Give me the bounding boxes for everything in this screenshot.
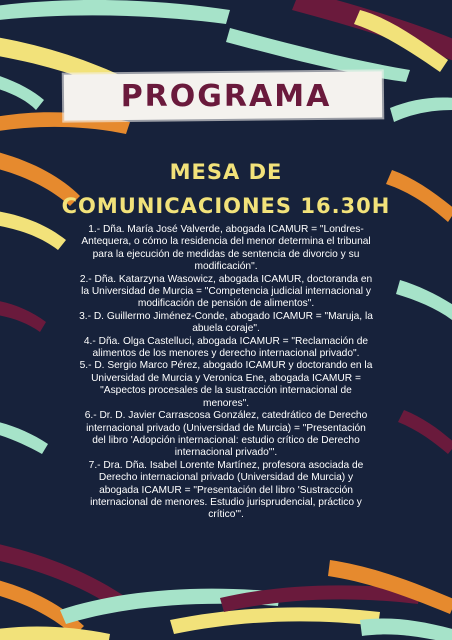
- subtitle-line-2: COMUNICACIONES 16.30H: [61, 194, 391, 218]
- subtitle-line-1: MESA DE: [169, 160, 283, 184]
- program-entry-6: 6.- Dr. D. Javier Carrascosa González, catedrático de Derecho internacional privado (Universidad de Murcia) = "Presentación del libro 'Adopción internacional: estudio crítico de Derecho internacional privado'".: [84, 410, 368, 459]
- program-entry-5: 5.- D. Sergio Marco Pérez, abogado ICAMUR y doctorando en la Universidad de Murcia y Veronica Ene, abogada ICAMUR = "Aspectos procesales de la sustracción internacional de menores".: [79, 360, 373, 409]
- program-entry-4: 4.- Dña. Olga Castelluci, abogada ICAMUR = "Reclamación de alimentos de los menores y derecho internacional privado".: [83, 335, 369, 360]
- program-entry-2: 2.- Dña. Katarzyna Wasowicz, abogada ICAMUR, doctoranda en la Universidad de Murcia = "Competencia judicial internacional y modificación de pensión de alimentos".: [79, 273, 373, 310]
- page-title: PROGRAMA: [120, 79, 332, 114]
- program-entry-7: 7.- Dra. Dña. Isabel Lorente Martínez, profesora asociada de Derecho internacional privado (Universidad de Murcia) y abogada ICAMUR = "Presentación del libro 'Sustracción internacional de menores. Estudio jurisprudencial, práctico y crítico'".: [88, 459, 364, 521]
- program-entry-3: 3.- D. Guillermo Jiménez-Conde, abogado ICAMUR = "Maruja, la abuela coraje".: [79, 310, 373, 335]
- program-entry-1: 1.- Dña. María José Valverde, abogada ICAMUR = "Londres-Antequera, o cómo la residencia del menor determina el tribunal para la ejecución de medidas de sentencia de divorcio y su modificación".: [81, 224, 371, 273]
- program-list: [78, 224, 374, 522]
